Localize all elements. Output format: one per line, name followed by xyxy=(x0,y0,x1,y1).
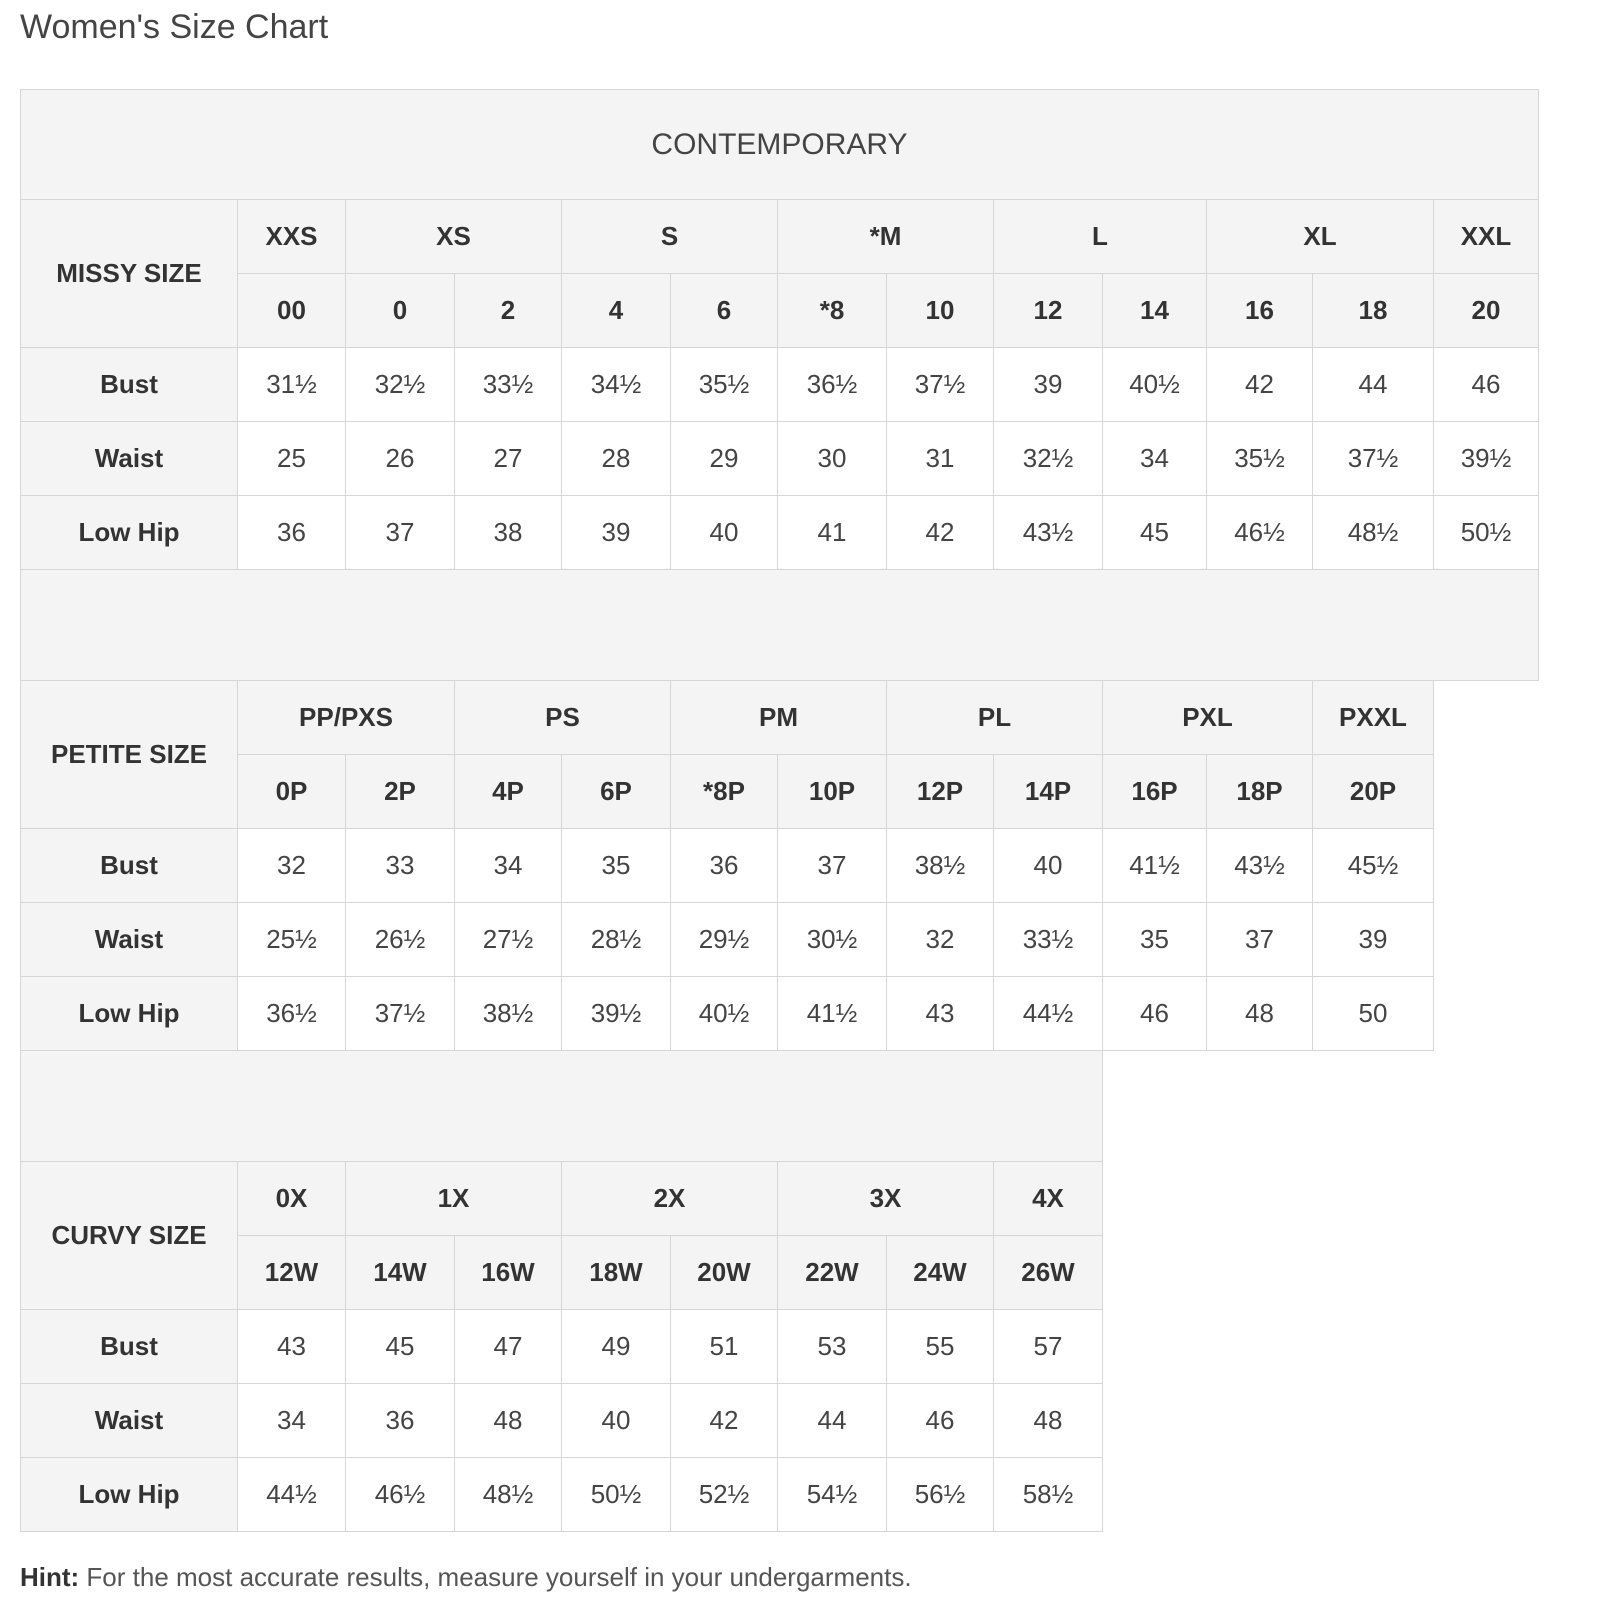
petite-size-header: 6P xyxy=(562,755,671,829)
curvy-size-header: 14W xyxy=(346,1236,455,1310)
petite-value-cell: 37 xyxy=(778,829,887,903)
petite-value-cell: 39½ xyxy=(562,977,671,1051)
curvy-size-header: 12W xyxy=(238,1236,346,1310)
petite-measure-label: Waist xyxy=(20,903,238,977)
missy-size-label: MISSY SIZE xyxy=(20,200,238,348)
petite-value-cell: 39 xyxy=(1313,903,1434,977)
hint-label: Hint: xyxy=(20,1562,80,1592)
petite-size-label: PETITE SIZE xyxy=(20,681,238,829)
missy-group-header: XXS xyxy=(238,200,346,274)
missy-value-cell: 48½ xyxy=(1313,496,1434,570)
missy-value-cell: 42 xyxy=(1207,348,1313,422)
petite-group-header: PM xyxy=(671,681,887,755)
curvy-value-cell: 36 xyxy=(346,1384,455,1458)
missy-group-header: L xyxy=(994,200,1207,274)
curvy-value-cell: 43 xyxy=(238,1310,346,1384)
missy-value-cell: 30 xyxy=(778,422,887,496)
missy-value-cell: 35½ xyxy=(1207,422,1313,496)
petite-size-header: 2P xyxy=(346,755,455,829)
missy-value-cell: 31 xyxy=(887,422,994,496)
curvy-value-cell: 52½ xyxy=(671,1458,778,1532)
curvy-value-cell: 53 xyxy=(778,1310,887,1384)
petite-value-cell: 48 xyxy=(1207,977,1313,1051)
missy-size-header: 16 xyxy=(1207,274,1313,348)
curvy-size-header: 22W xyxy=(778,1236,887,1310)
missy-value-cell: 44 xyxy=(1313,348,1434,422)
missy-value-cell: 42 xyxy=(887,496,994,570)
curvy-group-header: 0X xyxy=(238,1162,346,1236)
petite-value-cell: 35 xyxy=(562,829,671,903)
curvy-size-header: 18W xyxy=(562,1236,671,1310)
curvy-value-cell: 48 xyxy=(455,1384,562,1458)
petite-value-cell: 37 xyxy=(1207,903,1313,977)
missy-value-cell: 25 xyxy=(238,422,346,496)
petite-value-cell: 36½ xyxy=(238,977,346,1051)
missy-value-cell: 38 xyxy=(455,496,562,570)
section-spacer xyxy=(20,570,1539,681)
missy-size-header: 0 xyxy=(346,274,455,348)
petite-value-cell: 36 xyxy=(671,829,778,903)
contemporary-heading: CONTEMPORARY xyxy=(20,89,1539,200)
curvy-size-header: 24W xyxy=(887,1236,994,1310)
petite-value-cell: 26½ xyxy=(346,903,455,977)
petite-value-cell: 41½ xyxy=(1103,829,1207,903)
curvy-measure-label: Waist xyxy=(20,1384,238,1458)
missy-size-header: 6 xyxy=(671,274,778,348)
petite-measure-label: Low Hip xyxy=(20,977,238,1051)
missy-value-cell: 36 xyxy=(238,496,346,570)
curvy-size-header: 26W xyxy=(994,1236,1103,1310)
petite-group-header: PXL xyxy=(1103,681,1313,755)
curvy-size-header: 16W xyxy=(455,1236,562,1310)
curvy-value-cell: 58½ xyxy=(994,1458,1103,1532)
petite-size-header: *8P xyxy=(671,755,778,829)
missy-size-header: 20 xyxy=(1434,274,1539,348)
petite-group-header: PP/PXS xyxy=(238,681,455,755)
missy-value-cell: 37½ xyxy=(1313,422,1434,496)
missy-size-header: 2 xyxy=(455,274,562,348)
curvy-value-cell: 34 xyxy=(238,1384,346,1458)
petite-size-header: 4P xyxy=(455,755,562,829)
missy-value-cell: 35½ xyxy=(671,348,778,422)
missy-value-cell: 39½ xyxy=(1434,422,1539,496)
missy-value-cell: 29 xyxy=(671,422,778,496)
curvy-value-cell: 56½ xyxy=(887,1458,994,1532)
missy-group-header: XS xyxy=(346,200,562,274)
missy-value-cell: 31½ xyxy=(238,348,346,422)
curvy-group-header: 2X xyxy=(562,1162,778,1236)
petite-group-header: PS xyxy=(455,681,671,755)
missy-value-cell: 32½ xyxy=(346,348,455,422)
petite-group-header: PL xyxy=(887,681,1103,755)
curvy-value-cell: 44½ xyxy=(238,1458,346,1532)
curvy-value-cell: 46½ xyxy=(346,1458,455,1532)
missy-value-cell: 27 xyxy=(455,422,562,496)
missy-measure-label: Bust xyxy=(20,348,238,422)
petite-size-header: 18P xyxy=(1207,755,1313,829)
missy-value-cell: 50½ xyxy=(1434,496,1539,570)
petite-value-cell: 33½ xyxy=(994,903,1103,977)
curvy-value-cell: 46 xyxy=(887,1384,994,1458)
missy-value-cell: 37½ xyxy=(887,348,994,422)
curvy-value-cell: 51 xyxy=(671,1310,778,1384)
petite-value-cell: 35 xyxy=(1103,903,1207,977)
petite-value-cell: 29½ xyxy=(671,903,778,977)
missy-group-header: *M xyxy=(778,200,994,274)
missy-size-header: *8 xyxy=(778,274,887,348)
missy-value-cell: 46 xyxy=(1434,348,1539,422)
missy-value-cell: 39 xyxy=(562,496,671,570)
curvy-value-cell: 47 xyxy=(455,1310,562,1384)
curvy-size-label: CURVY SIZE xyxy=(20,1162,238,1310)
petite-value-cell: 50 xyxy=(1313,977,1434,1051)
hint-note xyxy=(20,1560,912,1594)
missy-group-header: XXL xyxy=(1434,200,1539,274)
petite-value-cell: 32 xyxy=(238,829,346,903)
missy-value-cell: 45 xyxy=(1103,496,1207,570)
curvy-value-cell: 48 xyxy=(994,1384,1103,1458)
curvy-value-cell: 40 xyxy=(562,1384,671,1458)
missy-size-header: 00 xyxy=(238,274,346,348)
missy-value-cell: 32½ xyxy=(994,422,1103,496)
petite-value-cell: 46 xyxy=(1103,977,1207,1051)
petite-value-cell: 45½ xyxy=(1313,829,1434,903)
hint-text: For the most accurate results, measure yourself in your undergarments. xyxy=(79,1562,912,1592)
missy-size-header: 4 xyxy=(562,274,671,348)
curvy-value-cell: 45 xyxy=(346,1310,455,1384)
petite-value-cell: 28½ xyxy=(562,903,671,977)
petite-size-header: 16P xyxy=(1103,755,1207,829)
petite-value-cell: 38½ xyxy=(455,977,562,1051)
page-title: Women's Size Chart xyxy=(20,8,329,46)
petite-value-cell: 43 xyxy=(887,977,994,1051)
petite-value-cell: 33 xyxy=(346,829,455,903)
curvy-value-cell: 50½ xyxy=(562,1458,671,1532)
missy-size-header: 10 xyxy=(887,274,994,348)
missy-value-cell: 36½ xyxy=(778,348,887,422)
petite-value-cell: 38½ xyxy=(887,829,994,903)
curvy-value-cell: 44 xyxy=(778,1384,887,1458)
petite-value-cell: 34 xyxy=(455,829,562,903)
petite-size-header: 20P xyxy=(1313,755,1434,829)
missy-value-cell: 26 xyxy=(346,422,455,496)
curvy-value-cell: 55 xyxy=(887,1310,994,1384)
petite-value-cell: 40½ xyxy=(671,977,778,1051)
petite-group-header: PXXL xyxy=(1313,681,1434,755)
missy-value-cell: 39 xyxy=(994,348,1103,422)
section-spacer xyxy=(20,1051,1103,1162)
missy-size-header: 12 xyxy=(994,274,1103,348)
petite-value-cell: 27½ xyxy=(455,903,562,977)
missy-size-header: 14 xyxy=(1103,274,1207,348)
petite-value-cell: 44½ xyxy=(994,977,1103,1051)
petite-value-cell: 30½ xyxy=(778,903,887,977)
missy-value-cell: 37 xyxy=(346,496,455,570)
missy-value-cell: 46½ xyxy=(1207,496,1313,570)
petite-value-cell: 32 xyxy=(887,903,994,977)
curvy-group-header: 3X xyxy=(778,1162,994,1236)
missy-value-cell: 33½ xyxy=(455,348,562,422)
missy-value-cell: 41 xyxy=(778,496,887,570)
curvy-value-cell: 57 xyxy=(994,1310,1103,1384)
curvy-value-cell: 48½ xyxy=(455,1458,562,1532)
petite-value-cell: 37½ xyxy=(346,977,455,1051)
petite-size-header: 12P xyxy=(887,755,994,829)
missy-value-cell: 40 xyxy=(671,496,778,570)
missy-measure-label: Low Hip xyxy=(20,496,238,570)
petite-value-cell: 43½ xyxy=(1207,829,1313,903)
missy-value-cell: 28 xyxy=(562,422,671,496)
curvy-group-header: 4X xyxy=(994,1162,1103,1236)
petite-size-header: 10P xyxy=(778,755,887,829)
petite-value-cell: 25½ xyxy=(238,903,346,977)
petite-measure-label: Bust xyxy=(20,829,238,903)
missy-group-header: XL xyxy=(1207,200,1434,274)
missy-value-cell: 43½ xyxy=(994,496,1103,570)
petite-size-header: 0P xyxy=(238,755,346,829)
curvy-value-cell: 42 xyxy=(671,1384,778,1458)
missy-value-cell: 40½ xyxy=(1103,348,1207,422)
missy-group-header: S xyxy=(562,200,778,274)
petite-size-header: 14P xyxy=(994,755,1103,829)
missy-size-header: 18 xyxy=(1313,274,1434,348)
petite-value-cell: 41½ xyxy=(778,977,887,1051)
curvy-measure-label: Low Hip xyxy=(20,1458,238,1532)
curvy-value-cell: 54½ xyxy=(778,1458,887,1532)
petite-value-cell: 40 xyxy=(994,829,1103,903)
curvy-size-header: 20W xyxy=(671,1236,778,1310)
missy-measure-label: Waist xyxy=(20,422,238,496)
missy-value-cell: 34 xyxy=(1103,422,1207,496)
curvy-measure-label: Bust xyxy=(20,1310,238,1384)
curvy-group-header: 1X xyxy=(346,1162,562,1236)
missy-value-cell: 34½ xyxy=(562,348,671,422)
curvy-value-cell: 49 xyxy=(562,1310,671,1384)
